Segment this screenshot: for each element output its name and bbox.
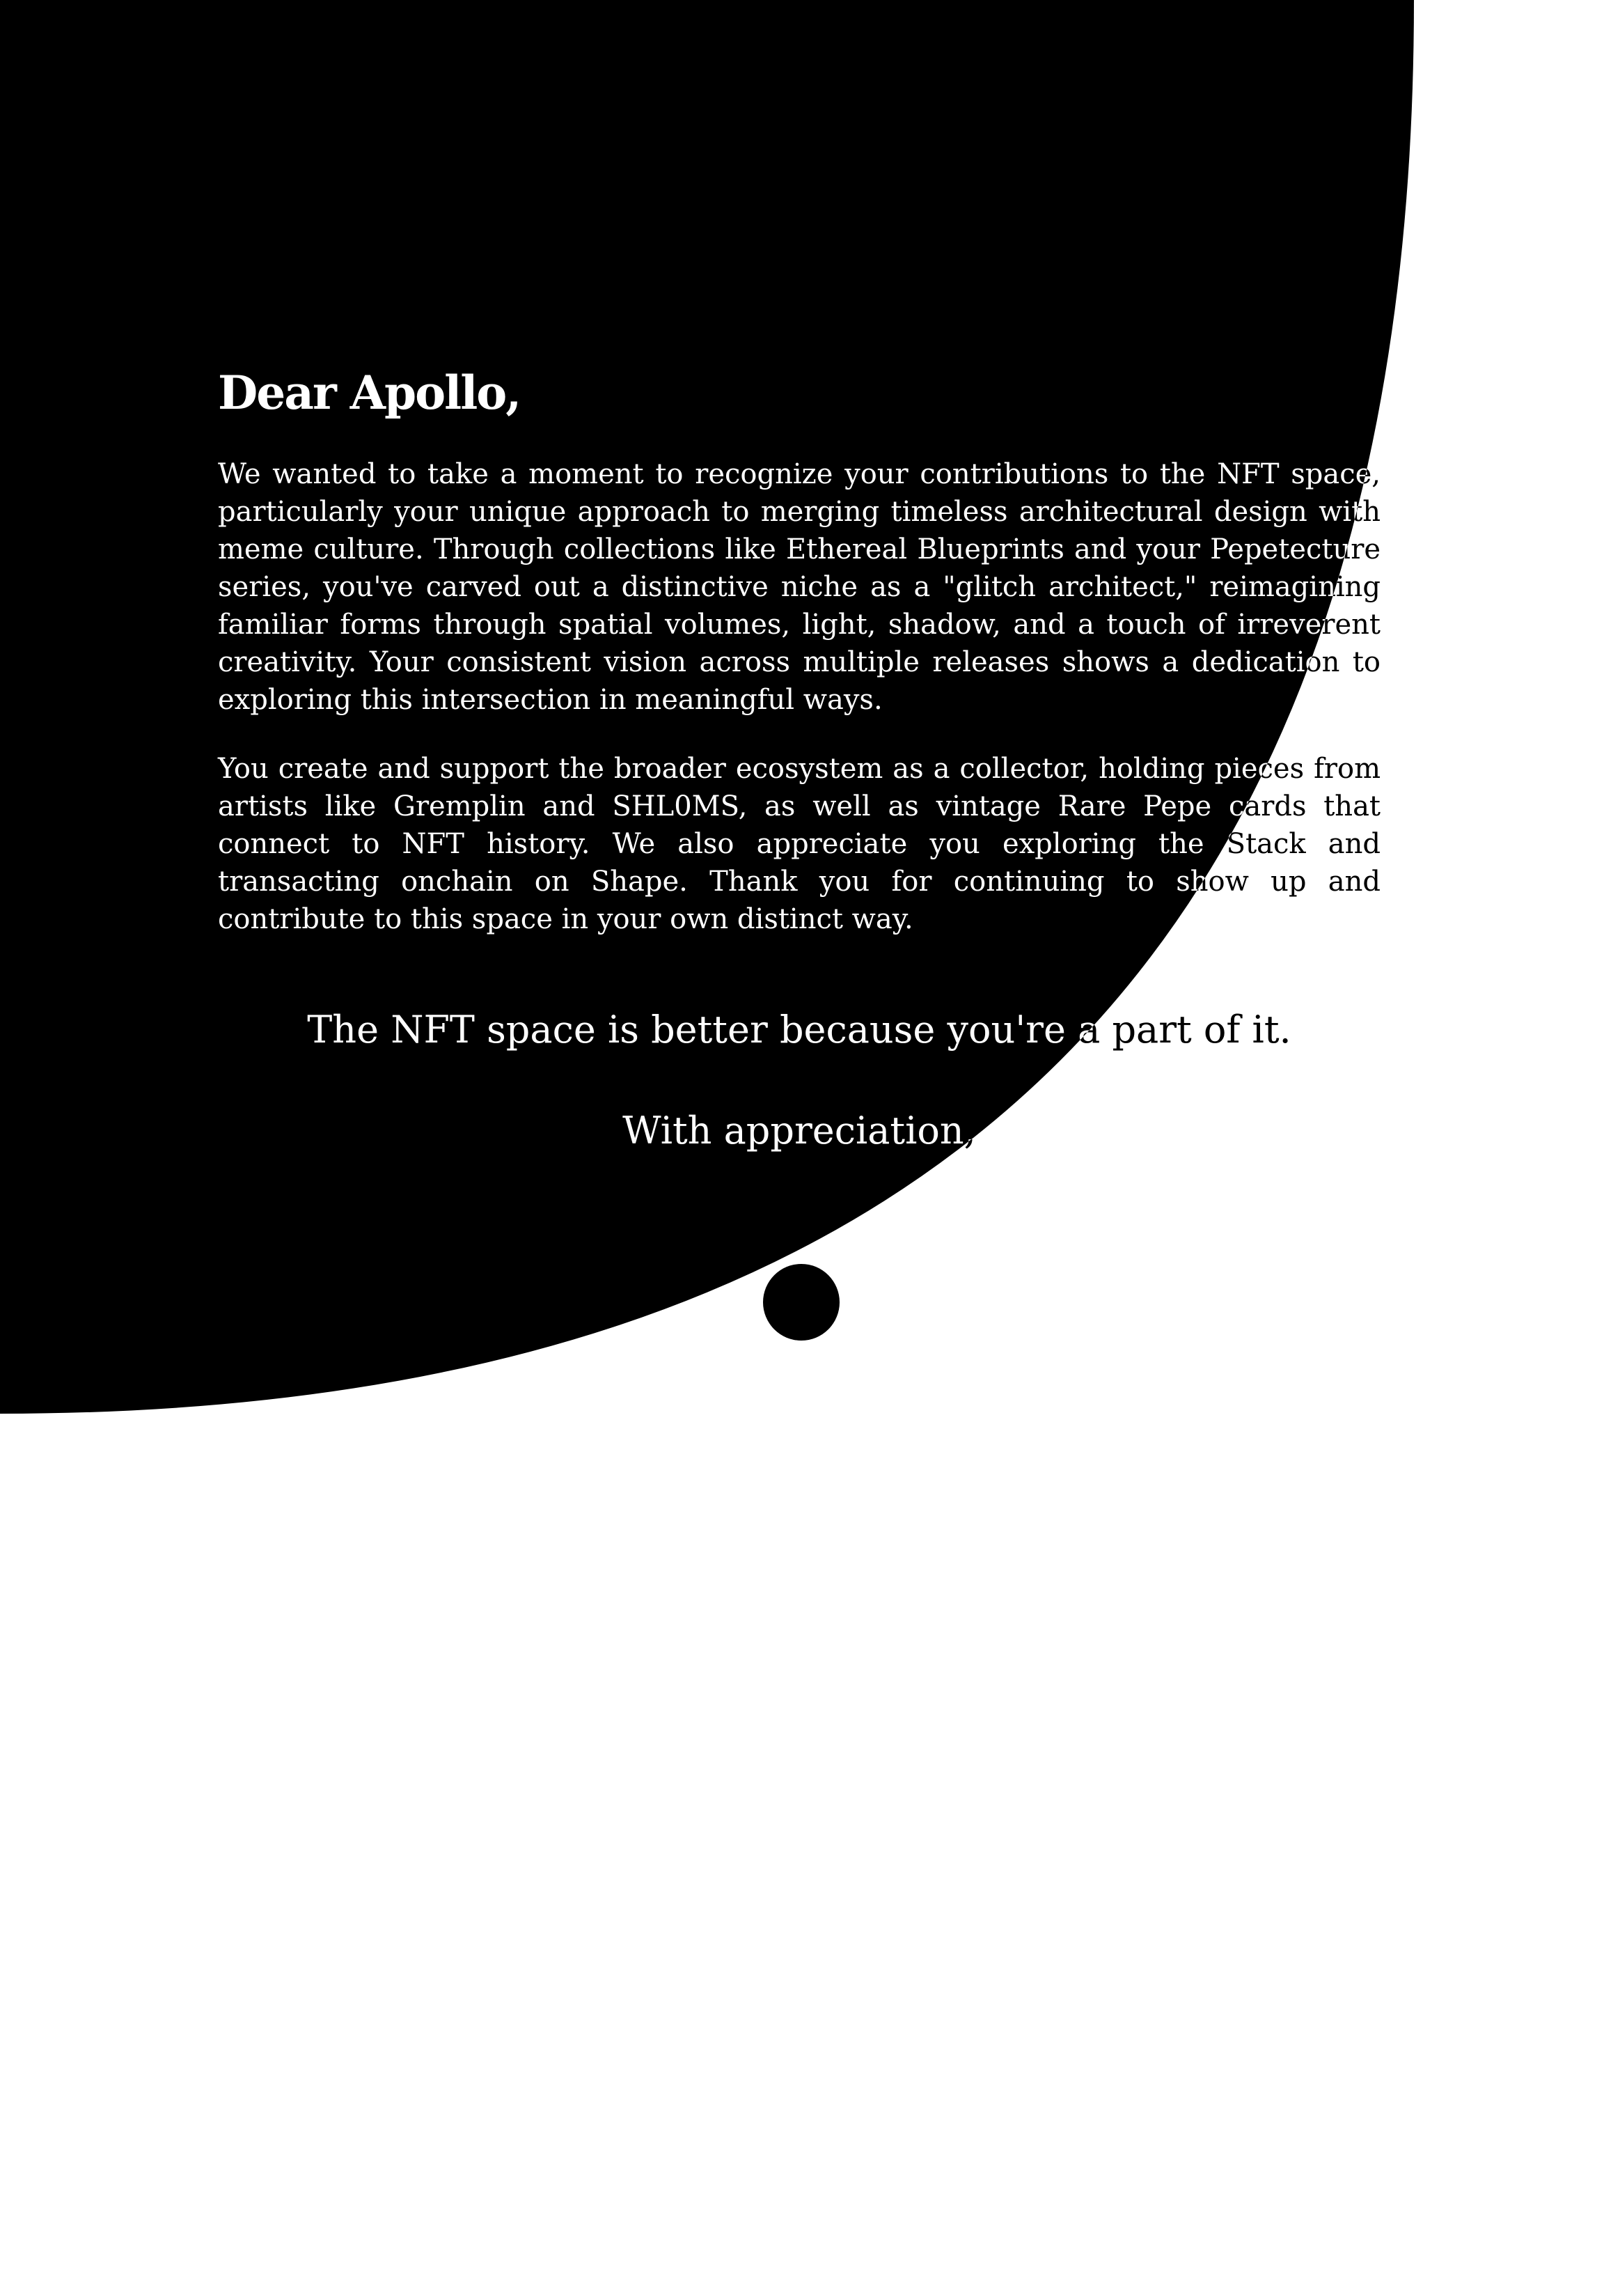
- tagline: The NFT space is better because you're a part of it.: [307, 1008, 1291, 1052]
- paragraph-contributions: We wanted to take a moment to recognize your contributions to the NFT space, particularly your unique approach to merging timeless architectural design with meme culture. Through collections like Ethereal Blueprints and your Pepetecture series, you've carved out a distinctive niche as a "glitch architect," reimagining familiar forms through spatial volumes, light, shadow, and a touch of irreverent creativity. Your consistent vision across multiple releases shows a dedication to exploring this intersection in meaningful ways.: [218, 458, 1381, 717]
- greeting: Dear Apollo,: [218, 366, 521, 420]
- letter-body: [218, 366, 1381, 1154]
- paragraph-collector: You create and support the broader ecosystem as a collector, holding pieces from artists like Gremplin and SHL0MS, as well as vintage Rare Pepe cards that connect to NFT history. We also appreciate you exploring the Stack and transacting onchain on Shape. Thank you for continuing to show up and contribute to this space in your own distinct way.: [218, 753, 1381, 936]
- signoff: With appreciation,: [622, 1108, 976, 1153]
- signature-dot-icon: [763, 1264, 840, 1341]
